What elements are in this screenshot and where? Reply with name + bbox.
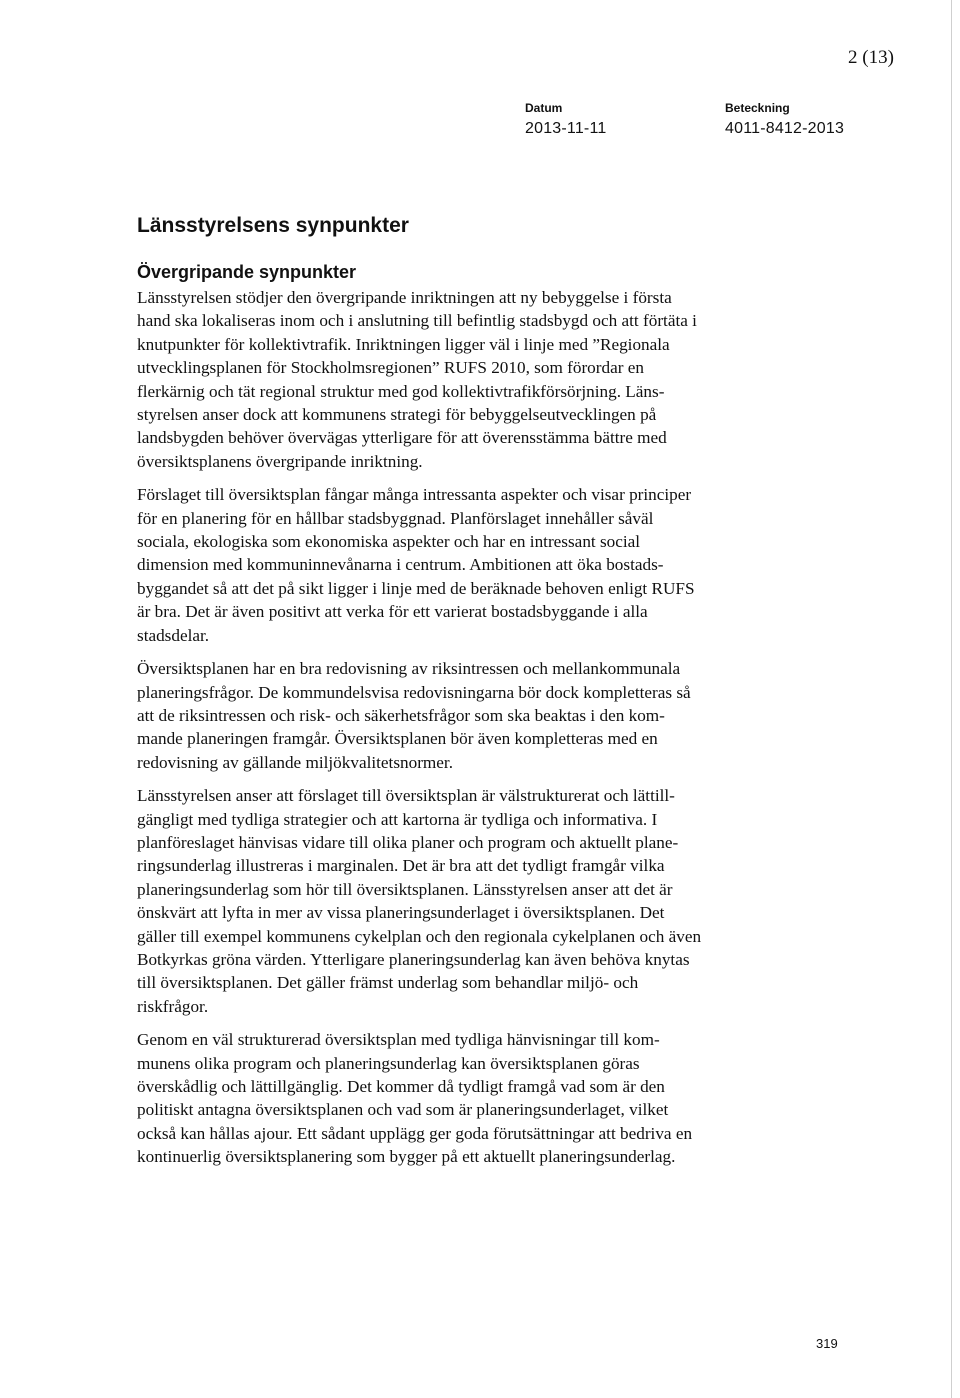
paragraph <box>137 286 789 473</box>
paragraph <box>137 1028 789 1168</box>
paragraph-line: att de riksintressen och risk- och säkerhetsfrågor som ska beaktas i den kom- <box>137 705 665 725</box>
subsection-title: Övergripande synpunkter <box>137 262 357 282</box>
paragraph-line: redovisning av gällande miljökvalitetsnormer. <box>137 752 453 772</box>
paragraph-line: gäller till exempel kommunens cykelplan och den regionala cykelplanen och även <box>137 926 702 946</box>
paragraph-line: planeringsunderlag som hör till översiktsplanen. Länsstyrelsen anser att det är <box>137 879 673 899</box>
paragraph-line: till översiktsplanen. Det gäller främst underlag som behandlar miljö- och <box>137 973 639 993</box>
paragraph-line: styrelsen anser dock att kommunens strategi för bebyggelseutvecklingen på <box>137 405 657 425</box>
paragraph-line: sociala, ekologiska som ekonomiska aspekter och har en intressant social <box>137 532 641 552</box>
paragraph-line: utvecklingsplanen för Stockholmsregionen” RUFS 2010, som förordar en <box>137 358 644 378</box>
paragraph-line: planeringsfrågor. De kommundelsvisa redovisningarna bör dock kompletteras så <box>137 682 691 702</box>
date-value: 2013-11-11 <box>525 120 607 137</box>
paragraph-line: knutpunkter för kollektivtrafik. Inriktningen ligger väl i linje med ”Regionala <box>137 334 670 354</box>
paragraph-line: landsbygden behöver övervägas ytterligare för att överensstämma bättre med <box>137 428 667 448</box>
footer-page-number: 319 <box>816 1336 838 1351</box>
document-body <box>137 213 789 1179</box>
paragraph-line: Förslaget till översiktsplan fångar många intressanta aspekter och visar principer <box>137 485 692 505</box>
paragraph <box>137 483 789 647</box>
paragraph-line: planföreslaget hänvisas vidare till olika planer och program och aktuellt plane- <box>137 832 679 852</box>
paragraph-line: önskvärt att lyfta in mer av vissa planeringsunderlaget i översiktsplanen. Det <box>137 903 665 923</box>
paragraph <box>137 657 789 774</box>
paragraph-line: byggandet så att det på sikt ligger i linje med de beräknade behoven enligt RUFS <box>137 578 695 598</box>
section-title: Länsstyrelsens synpunkter <box>137 214 409 237</box>
paragraph-line: gängligt med tydliga strategier och att kartorna är tydliga och informativa. I <box>137 809 658 829</box>
reference-block <box>725 101 844 139</box>
date-label: Datum <box>525 101 563 115</box>
date-block <box>525 101 606 139</box>
paragraph-line: för en planering för en hållbar stadsbyggnad. Planförslaget innehåller såväl <box>137 508 654 528</box>
paragraph-list <box>137 286 789 1169</box>
paragraph-line: Länsstyrelsen stödjer den övergripande inriktningen att ny bebyggelse i första <box>137 288 672 307</box>
paragraph-line: mande planeringen framgår. Översiktsplanen bör även kompletteras med en <box>137 729 658 749</box>
paragraph-line: är bra. Det är även positivt att verka för ett varierat bostadsbyggande i alla <box>137 602 648 622</box>
paragraph-line: Botkyrkas gröna värden. Ytterligare planeringsunderlag kan även behöva knytas <box>137 949 690 969</box>
paragraph-line: politiskt antagna översiktsplanen och vad som är planeringsunderlaget, vilket <box>137 1100 669 1120</box>
paragraph-line: hand ska lokaliseras inom och i anslutning till befintlig stadsbygd och att förtäta i <box>137 311 697 331</box>
reference-value: 4011-8412-2013 <box>725 120 845 137</box>
paragraph-line: översiktsplanens övergripande inriktning. <box>137 451 423 471</box>
paragraph-line: ringsunderlag illustreras i marginalen. Det är bra att det tydligt framgår vilka <box>137 856 665 876</box>
paragraph-line: överskådlig och lättillgänglig. Det kommer då tydligt framgå vad som är den <box>137 1077 665 1096</box>
paragraph-line: Länsstyrelsen anser att förslaget till översiktsplan är välstrukturerat och lättill- <box>137 786 675 806</box>
paragraph <box>137 784 789 1018</box>
reference-label: Beteckning <box>725 101 790 115</box>
paragraph-line: flerkärnig och tät regional struktur med god kollektivtrafikförsörjning. Läns- <box>137 381 665 401</box>
paragraph-line: kontinuerlig översiktsplanering som bygger på ett aktuellt planeringsunderlag. <box>137 1147 676 1167</box>
paragraph-line: stadsdelar. <box>137 625 210 645</box>
paragraph-line: munens olika program och planeringsunderlag kan översiktsplanen göras <box>137 1053 640 1073</box>
page-number: 2 (13) <box>848 47 894 68</box>
page-edge-line <box>951 0 952 1398</box>
paragraph-line: dimension med kommuninnevånarna i centrum. Ambitionen att öka bostads- <box>137 555 664 575</box>
paragraph-line: Genom en väl strukturerad översiktsplan med tydliga hänvisningar till kom- <box>137 1030 660 1050</box>
paragraph-line: Översiktsplanen har en bra redovisning av riksintressen och mellankommunala <box>137 659 681 679</box>
paragraph-line: riskfrågor. <box>137 996 209 1016</box>
paragraph-line: också kan hållas ajour. Ett sådant upplägg ger goda förutsättningar att bedriva en <box>137 1123 693 1143</box>
